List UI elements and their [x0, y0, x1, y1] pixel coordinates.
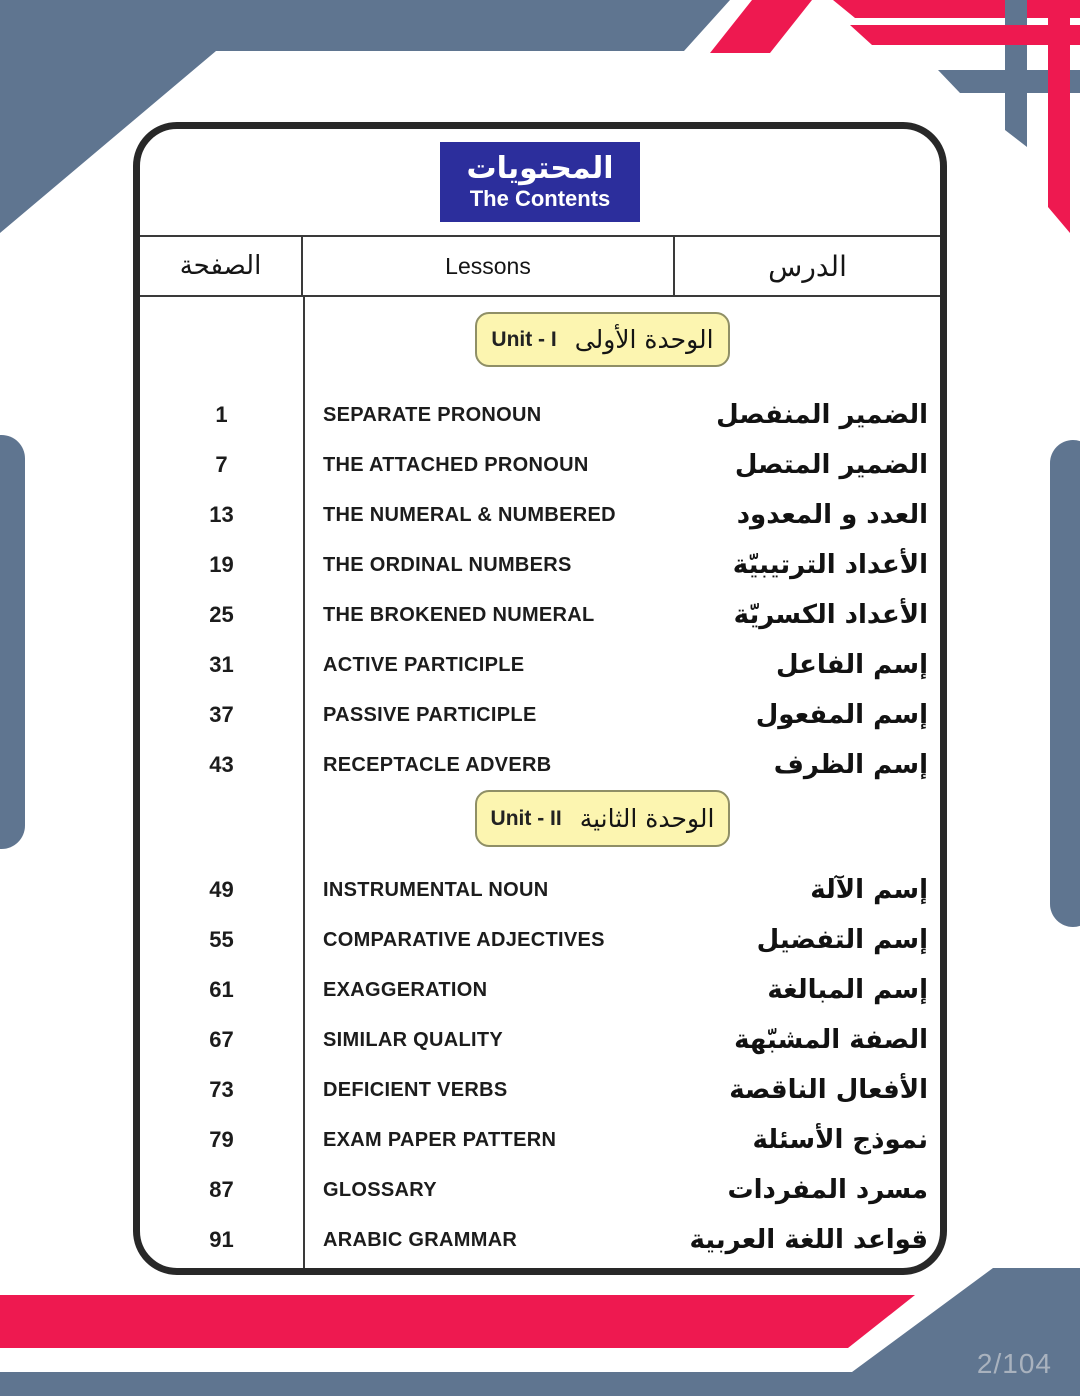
lesson-title-arabic: الضمير المتصل — [734, 450, 928, 480]
lesson-title-english: ACTIVE PARTICIPLE — [323, 653, 525, 676]
lesson-title-english: EXAM PAPER PATTERN — [323, 1128, 557, 1151]
page-number: 67 — [209, 1027, 234, 1052]
unit-1-label-arabic: الوحدة الأولى — [574, 325, 714, 354]
lesson-title-arabic: إسم الظرف — [773, 750, 928, 780]
lesson-title-english: SEPARATE PRONOUN — [323, 403, 542, 426]
unit-2-label-english: Unit - II — [490, 806, 562, 830]
lesson-title-arabic: العدد و المعدود — [736, 500, 928, 530]
lesson-title-english: PASSIVE PARTICIPLE — [323, 703, 537, 726]
page-number: 91 — [209, 1227, 234, 1252]
page-indicator: 2/104 — [976, 1348, 1052, 1379]
page-number: 43 — [209, 752, 234, 777]
unit-1-heading — [475, 312, 730, 367]
toc-row — [140, 1065, 940, 1115]
lesson-title-arabic: نموذج الأسئلة — [752, 1125, 928, 1155]
page-number: 49 — [209, 877, 234, 902]
page-number: 13 — [209, 502, 234, 527]
toc-row — [140, 1215, 940, 1265]
lesson-title-arabic: إسم الفاعل — [775, 650, 928, 680]
toc-row — [140, 965, 940, 1015]
lesson-title-english: DEFICIENT VERBS — [323, 1078, 508, 1101]
top-red-band-shape — [820, 0, 1080, 18]
toc-row — [140, 590, 940, 640]
bottom-red-band-shape — [0, 1295, 915, 1348]
lesson-title-english: RECEPTACLE ADVERB — [323, 753, 552, 776]
page-number: 25 — [209, 602, 234, 627]
page-number: 79 — [209, 1127, 234, 1152]
lesson-title-arabic: الأعداد الترتيبيّة — [732, 550, 928, 580]
lesson-title-arabic: الأعداد الكسريّة — [733, 600, 928, 630]
toc-row — [140, 1015, 940, 1065]
lesson-title-english: THE NUMERAL & NUMBERED — [323, 503, 616, 526]
page-number: 19 — [209, 552, 234, 577]
lesson-title-english: ARABIC GRAMMAR — [323, 1228, 518, 1251]
header-lessons-column: Lessons — [303, 237, 675, 295]
left-edge-capsule-shape — [0, 435, 25, 849]
lesson-title-arabic: إسم التفضيل — [756, 925, 928, 955]
unit-2-heading — [475, 790, 730, 847]
lesson-title-arabic: الأفعال الناقصة — [729, 1075, 928, 1105]
page-number: 1 — [215, 402, 228, 427]
lesson-title-english: GLOSSARY — [323, 1178, 437, 1201]
lesson-title-english: THE BROKENED NUMERAL — [323, 603, 595, 626]
page-number: 87 — [209, 1177, 234, 1202]
toc-row — [140, 540, 940, 590]
lesson-title-english: EXAGGERATION — [323, 978, 488, 1001]
contents-title-english: The Contents — [469, 186, 611, 211]
second-red-band-shape — [845, 25, 1080, 45]
lesson-title-arabic: قواعد اللغة العربية — [689, 1225, 928, 1255]
lesson-title-english: INSTRUMENTAL NOUN — [323, 878, 549, 901]
header-lesson-column: الدرس — [768, 249, 847, 283]
lesson-title-english: THE ATTACHED PRONOUN — [323, 453, 589, 476]
lesson-title-arabic: الضمير المنفصل — [716, 400, 928, 430]
lesson-title-english: COMPARATIVE ADJECTIVES — [323, 928, 605, 951]
lesson-title-arabic: إسم المبالغة — [767, 975, 928, 1005]
page-number: 55 — [209, 927, 234, 952]
toc-row — [140, 915, 940, 965]
toc-row — [140, 490, 940, 540]
lesson-title-english: THE ORDINAL NUMBERS — [323, 553, 572, 576]
page-number: 61 — [209, 977, 234, 1002]
contents-title-arabic: المحتويات — [466, 151, 614, 186]
toc-row — [140, 390, 940, 440]
table-header-row — [140, 235, 940, 297]
header-page-column: الصفحة — [140, 237, 303, 295]
right-edge-capsule-shape — [1050, 440, 1080, 927]
contents-title-banner — [440, 142, 640, 222]
lesson-title-arabic: إسم الآلة — [810, 875, 928, 905]
toc-row — [140, 740, 940, 790]
lesson-title-english: SIMILAR QUALITY — [323, 1028, 504, 1051]
unit-1-label-english: Unit - I — [491, 327, 557, 351]
toc-row — [140, 865, 940, 915]
page-number: 37 — [209, 702, 234, 727]
toc-row — [140, 640, 940, 690]
top-right-red-vertical-bar-shape — [1048, 0, 1070, 233]
page-number: 31 — [209, 652, 234, 677]
toc-row — [140, 1115, 940, 1165]
toc-row — [140, 1165, 940, 1215]
lesson-title-arabic: الصفة المشبّهة — [734, 1025, 928, 1055]
page-number: 73 — [209, 1077, 234, 1102]
lesson-title-arabic: مسرد المفردات — [727, 1175, 928, 1205]
contents-page-card — [133, 122, 947, 1275]
lesson-title-arabic: إسم المفعول — [755, 700, 928, 730]
toc-row — [140, 690, 940, 740]
unit-2-label-arabic: الوحدة الثانية — [579, 804, 715, 833]
toc-row — [140, 440, 940, 490]
page-number: 7 — [215, 452, 228, 477]
